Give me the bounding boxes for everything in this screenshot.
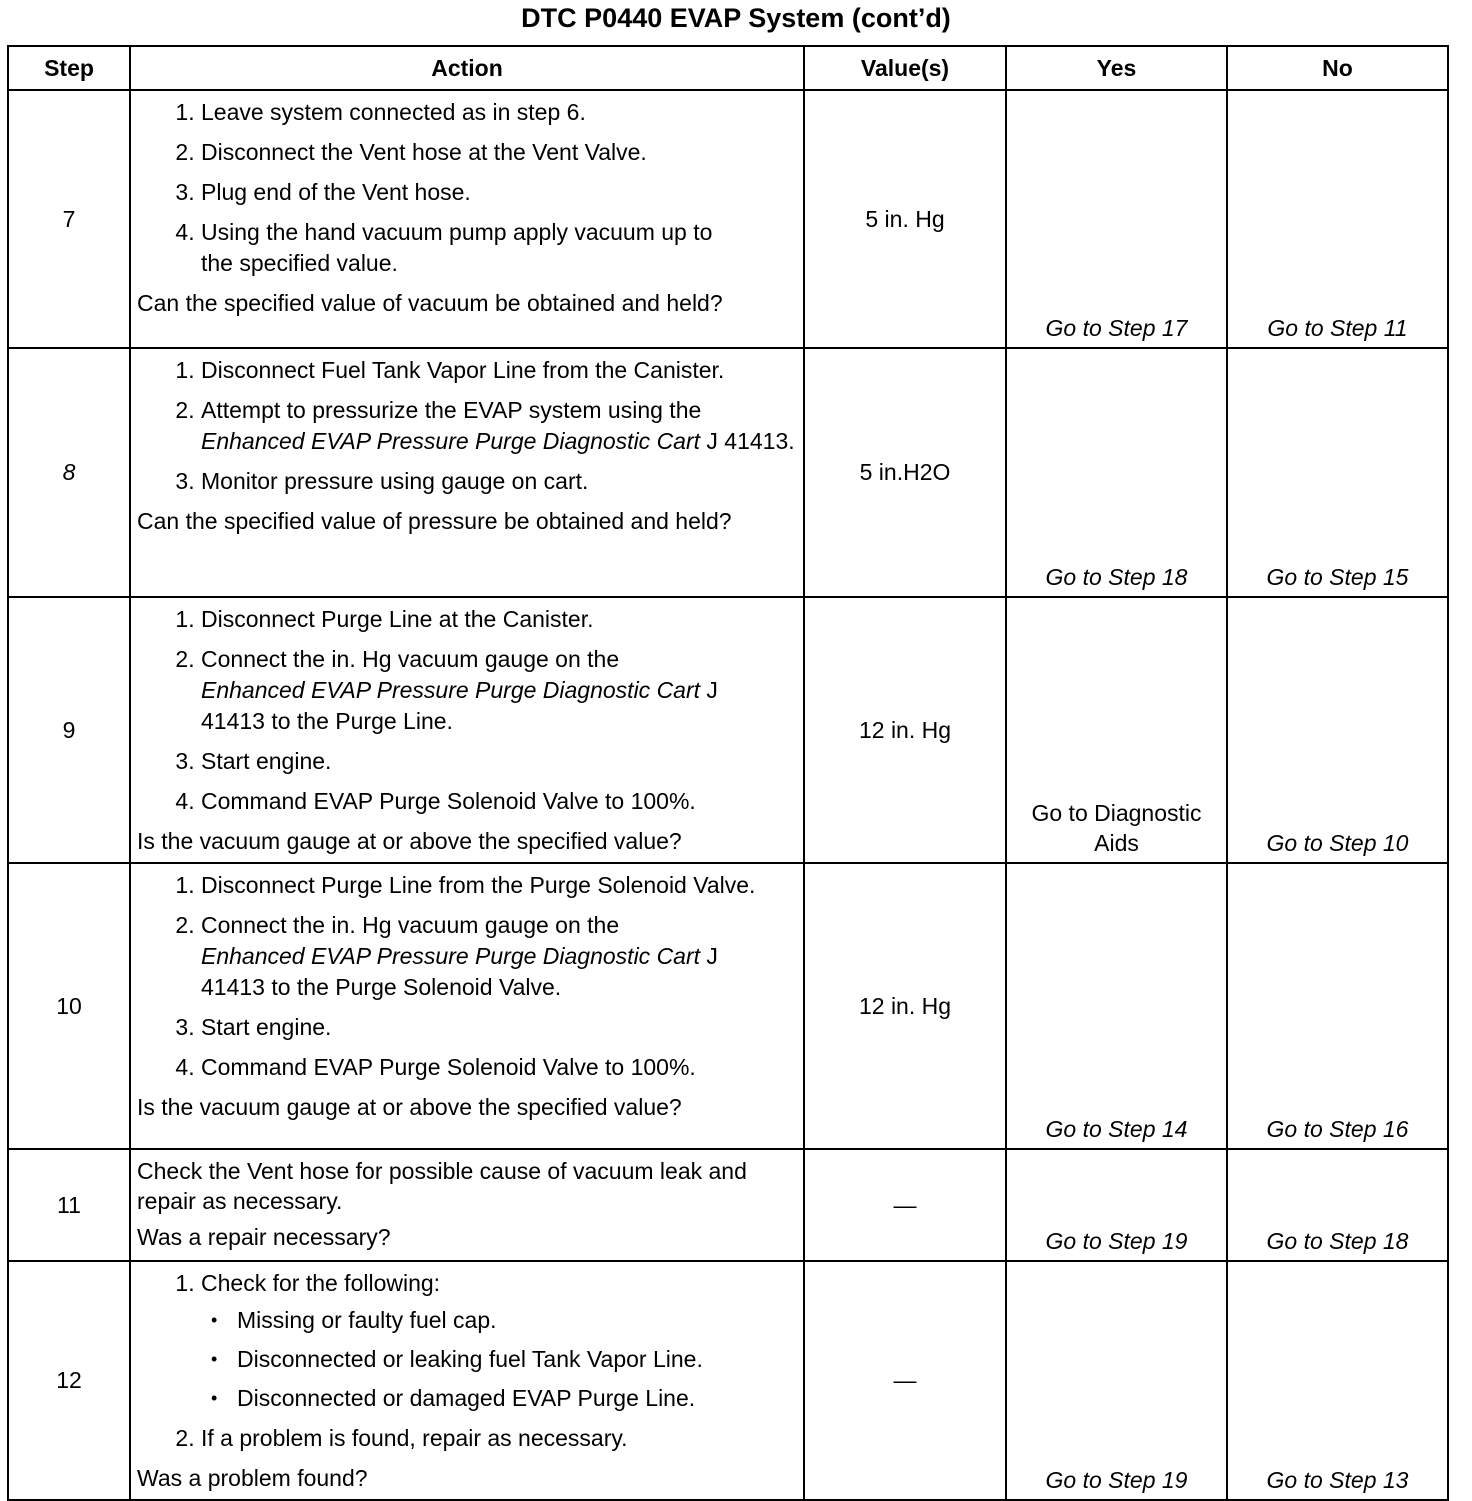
action-question: Was a repair necessary?: [137, 1224, 391, 1250]
action-item: 2. Disconnect the Vent hose at the Vent Valve.: [201, 137, 799, 168]
action-item: [201, 395, 799, 457]
header-no: No: [1227, 46, 1448, 90]
value-cell: —: [804, 1261, 1006, 1500]
action-item: 2. If a problem is found, repair as necessary.: [201, 1423, 799, 1454]
yes-cell: Go to Step 19: [1006, 1261, 1227, 1500]
cart-name: Enhanced EVAP Pressure Purge Diagnostic Cart: [201, 428, 701, 454]
action-item: 4. Command EVAP Purge Solenoid Valve to 100%.: [201, 786, 799, 817]
cart-name: Enhanced EVAP Pressure Purge Diagnostic Cart: [201, 943, 701, 969]
value-cell: —: [804, 1149, 1006, 1261]
header-yes: Yes: [1006, 46, 1227, 90]
cart-name: Enhanced EVAP Pressure Purge Diagnostic Cart: [201, 677, 701, 703]
action-cell: [130, 90, 804, 348]
action-item: 1. Disconnect Purge Line at the Canister.: [201, 604, 799, 635]
yes-cell: Go to Diagnostic Aids: [1006, 597, 1227, 863]
yes-cell: Go to Step 14: [1006, 863, 1227, 1149]
page-title: DTC P0440 EVAP System (cont’d): [521, 3, 951, 33]
value-cell: 5 in. Hg: [804, 90, 1006, 348]
action-item: 1. Disconnect Purge Line from the Purge Solenoid Valve.: [201, 870, 799, 901]
action-cell: [130, 1261, 804, 1500]
no-cell: Go to Step 18: [1227, 1149, 1448, 1261]
action-question: Can the specified value of pressure be obtained and held?: [137, 508, 732, 534]
header-values: Value(s): [804, 46, 1006, 90]
action-item: 4. Command EVAP Purge Solenoid Valve to 100%.: [201, 1052, 799, 1083]
action-item-tail: J 41413 to the Purge Solenoid Valve.: [201, 943, 718, 1000]
action-item-text: Check for the following:: [201, 1270, 441, 1296]
action-cell: [130, 863, 804, 1149]
table-row: [8, 90, 1448, 348]
value-cell: 12 in. Hg: [804, 863, 1006, 1149]
value-cell: 12 in. Hg: [804, 597, 1006, 863]
action-item-text: Attempt to pressurize the EVAP system using the: [201, 397, 702, 423]
bullet-item: • Missing or faulty fuel cap.: [237, 1305, 799, 1336]
step-number: 9: [8, 597, 130, 863]
bullet-item: • Disconnected or damaged EVAP Purge Line.: [237, 1383, 799, 1414]
yes-cell: Go to Step 17: [1006, 90, 1227, 348]
step-number: 10: [8, 863, 130, 1149]
table-row: [8, 597, 1448, 863]
action-item: 3. Start engine.: [201, 746, 799, 777]
step-number: 7: [8, 90, 130, 348]
action-question: Is the vacuum gauge at or above the specified value?: [137, 1094, 682, 1120]
action-question: Can the specified value of vacuum be obtained and held?: [137, 290, 723, 316]
action-item: [201, 1268, 799, 1414]
action-item: 4. Using the hand vacuum pump apply vacuum up to the specified value.: [201, 217, 799, 279]
bullet-item: • Disconnected or leaking fuel Tank Vapor Line.: [237, 1344, 799, 1375]
no-cell: Go to Step 10: [1227, 597, 1448, 863]
table-row: [8, 1261, 1448, 1500]
action-item: [201, 910, 799, 1003]
action-text: Check the Vent hose for possible cause of vacuum leak and repair as necessary.: [137, 1158, 747, 1214]
yes-cell: Go to Step 19: [1006, 1149, 1227, 1261]
action-cell: [130, 1149, 804, 1261]
action-question: Was a problem found?: [137, 1465, 368, 1491]
header-action: Action: [130, 46, 804, 90]
action-item: 3. Monitor pressure using gauge on cart.: [201, 466, 799, 497]
action-item: 1. Leave system connected as in step 6.: [201, 97, 799, 128]
step-number: 8: [8, 348, 130, 597]
action-item-tail: J 41413 to the Purge Line.: [201, 677, 718, 734]
step-number: 11: [8, 1149, 130, 1261]
no-cell: Go to Step 13: [1227, 1261, 1448, 1500]
no-cell: Go to Step 11: [1227, 90, 1448, 348]
action-cell: [130, 597, 804, 863]
action-item: 3. Plug end of the Vent hose.: [201, 177, 799, 208]
action-item-text: Connect the in. Hg vacuum gauge on the: [201, 912, 620, 938]
no-cell: Go to Step 16: [1227, 863, 1448, 1149]
action-question: Is the vacuum gauge at or above the specified value?: [137, 828, 682, 854]
bullet-list: [201, 1305, 799, 1414]
action-item: [201, 644, 799, 737]
action-cell: [130, 348, 804, 597]
action-item-tail: J 41413.: [706, 428, 795, 454]
step-number: 12: [8, 1261, 130, 1500]
action-item: 3. Start engine.: [201, 1012, 799, 1043]
value-cell: 5 in.H2O: [804, 348, 1006, 597]
table-row: [8, 1149, 1448, 1261]
header-row: [8, 46, 1448, 90]
table-row: [8, 863, 1448, 1149]
yes-cell: Go to Step 18: [1006, 348, 1227, 597]
diagnostic-table: [7, 45, 1449, 1501]
header-step: Step: [8, 46, 130, 90]
action-item: 1. Disconnect Fuel Tank Vapor Line from the Canister.: [201, 355, 799, 386]
no-cell: Go to Step 15: [1227, 348, 1448, 597]
table-row: [8, 348, 1448, 597]
action-item-text: Connect the in. Hg vacuum gauge on the: [201, 646, 620, 672]
